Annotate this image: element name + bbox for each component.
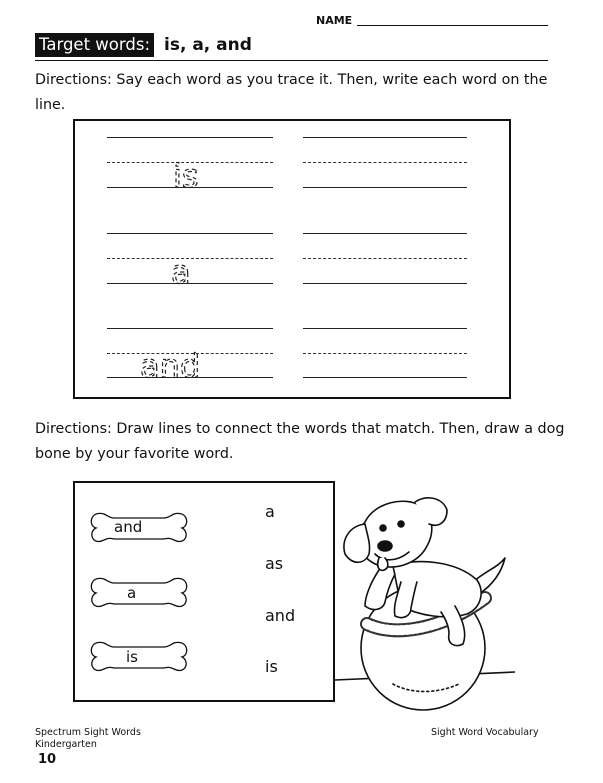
- footer-series: Spectrum Sight Words: [35, 727, 141, 738]
- target-words: is, a, and: [164, 35, 252, 55]
- trace-directions: Directions: Say each word as you trace it. Then, write each word on the line.: [35, 72, 548, 113]
- bone-word: is: [126, 648, 138, 666]
- footer-grade: Kindergarten: [35, 739, 97, 750]
- trace-word-and[interactable]: and: [140, 347, 201, 385]
- trace-word-a[interactable]: a: [171, 253, 191, 291]
- match-word[interactable]: as: [265, 554, 284, 573]
- bone-icon[interactable]: [91, 513, 186, 541]
- bone-word: and: [114, 518, 143, 536]
- match-word[interactable]: is: [265, 657, 278, 676]
- match-word[interactable]: and: [265, 606, 296, 625]
- bone-icon[interactable]: [91, 642, 186, 670]
- bone-word: a: [127, 584, 137, 602]
- name-label: NAME: [316, 14, 353, 27]
- page-number: 10: [38, 752, 57, 767]
- bone-icon[interactable]: [91, 578, 186, 606]
- footer-section: Sight Word Vocabulary: [431, 727, 539, 738]
- trace-word-is[interactable]: is: [173, 157, 199, 195]
- match-directions: Directions: Draw lines to connect the words that match. Then, draw a dog bone by your favorite word.: [35, 421, 565, 462]
- match-word[interactable]: a: [265, 502, 275, 521]
- dog-on-ball-icon: [335, 488, 515, 712]
- title-label: Target words:: [35, 33, 154, 57]
